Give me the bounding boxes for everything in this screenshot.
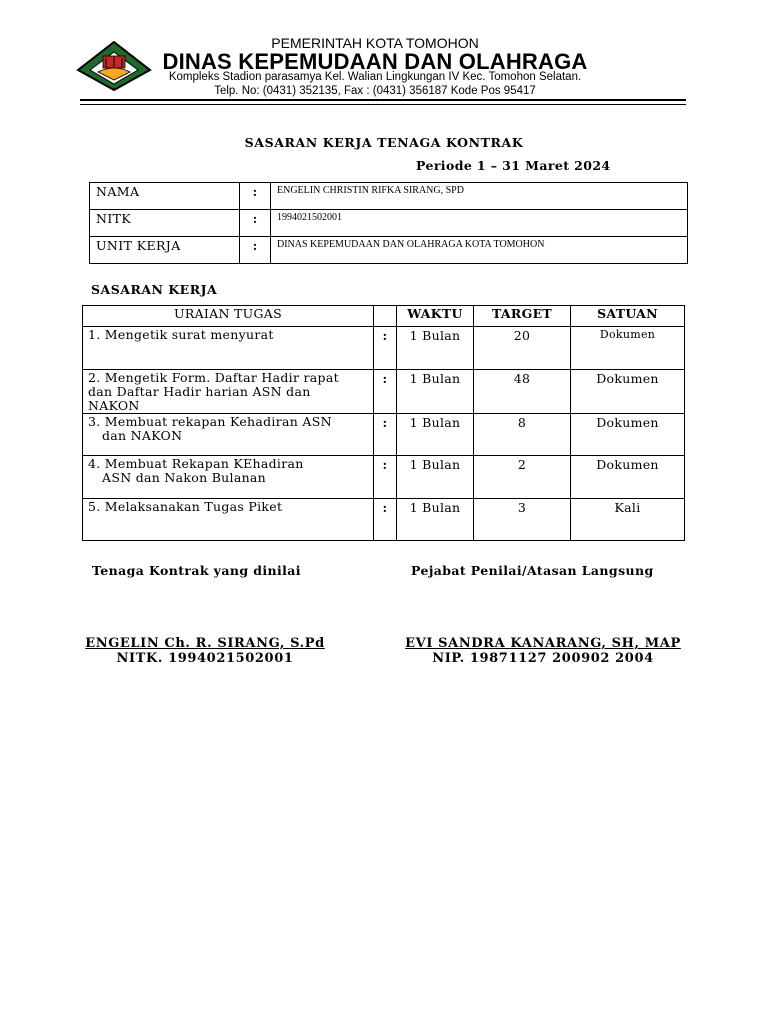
task-description xyxy=(83,370,374,414)
task-description xyxy=(83,456,374,499)
header-target: TARGET xyxy=(474,306,571,327)
task-colon: : xyxy=(374,499,397,541)
signatory-left-label: Tenaga Kontrak yang dinilai xyxy=(92,563,301,578)
identity-value: 1994021502001 xyxy=(271,210,688,237)
task-line: ASN dan Nakon Bulanan xyxy=(102,470,267,485)
header-satuan: SATUAN xyxy=(571,306,685,327)
task-waktu: 1 Bulan xyxy=(397,456,474,499)
task-waktu: 1 Bulan xyxy=(397,499,474,541)
task-target: 20 xyxy=(474,327,571,370)
task-waktu: 1 Bulan xyxy=(397,414,474,456)
header-waktu: WAKTU xyxy=(397,306,474,327)
task-line: NAKON xyxy=(88,398,140,413)
identity-label: NITK xyxy=(90,210,240,237)
address-line-2: Telp. No: (0431) 352135, Fax : (0431) 356187 Kode Pos 95417 xyxy=(214,85,536,97)
task-target: 3 xyxy=(474,499,571,541)
task-description xyxy=(83,414,374,456)
identity-row-nitk xyxy=(90,210,688,237)
task-description xyxy=(83,327,374,370)
task-satuan: Kali xyxy=(571,499,685,541)
table-row xyxy=(83,414,685,456)
identity-colon: : xyxy=(240,210,271,237)
header-task: URAIAN TUGAS xyxy=(83,306,374,327)
section-heading: SASARAN KERJA xyxy=(91,282,218,297)
document-title: SASARAN KERJA TENAGA KONTRAK xyxy=(244,135,524,150)
signatory-right-id: NIP. 19871127 200902 2004 xyxy=(432,651,654,666)
task-colon: : xyxy=(374,414,397,456)
task-line: 3. Membuat rekapan Kehadiran ASN xyxy=(88,414,332,429)
tasks-header-row xyxy=(83,306,685,327)
task-description xyxy=(83,499,374,541)
tasks-table xyxy=(82,305,685,541)
task-line: dan NAKON xyxy=(102,428,183,443)
kota-tomohon-logo-icon xyxy=(76,40,152,92)
task-line: 1. Mengetik surat menyurat xyxy=(88,327,274,342)
task-satuan: Dokumen xyxy=(571,370,685,414)
identity-colon: : xyxy=(240,183,271,210)
identity-value: DINAS KEPEMUDAAN DAN OLAHRAGA KOTA TOMOHON xyxy=(271,237,688,264)
identity-label: UNIT KERJA xyxy=(90,237,240,264)
letterhead-rule-thin xyxy=(80,104,686,105)
task-target: 2 xyxy=(474,456,571,499)
agency-name: DINAS KEPEMUDAAN DAN OLAHRAGA xyxy=(162,49,588,74)
document-period: Periode 1 – 31 Maret 2024 xyxy=(416,158,611,173)
letterhead-rule-thick xyxy=(80,99,686,101)
identity-table xyxy=(89,182,688,264)
identity-value: ENGELIN CHRISTIN RIFKA SIRANG, SPD xyxy=(271,183,688,210)
task-line: 5. Melaksanakan Tugas Piket xyxy=(88,499,283,514)
task-waktu: 1 Bulan xyxy=(397,370,474,414)
address-line-1: Kompleks Stadion parasamya Kel. Walian Lingkungan IV Kec. Tomohon Selatan. xyxy=(168,71,582,83)
government-name: PEMERINTAH KOTA TOMOHON xyxy=(271,35,479,51)
task-line: dan Daftar Hadir harian ASN dan xyxy=(88,384,311,399)
table-row xyxy=(83,456,685,499)
task-satuan: Dokumen xyxy=(571,456,685,499)
signatory-left-id: NITK. 1994021502001 xyxy=(116,651,294,666)
task-line: 2. Mengetik Form. Daftar Hadir rapat xyxy=(88,370,339,385)
header-colon xyxy=(374,306,397,327)
identity-colon: : xyxy=(240,237,271,264)
task-target: 8 xyxy=(474,414,571,456)
table-row xyxy=(83,370,685,414)
task-satuan: Dokumen xyxy=(571,414,685,456)
task-target: 48 xyxy=(474,370,571,414)
identity-label: NAMA xyxy=(90,183,240,210)
table-row xyxy=(83,327,685,370)
identity-row-name xyxy=(90,183,688,210)
task-colon: : xyxy=(374,370,397,414)
table-row xyxy=(83,499,685,541)
signatory-right-label: Pejabat Penilai/Atasan Langsung xyxy=(411,563,654,578)
task-line: 4. Membuat Rekapan KEhadiran xyxy=(88,456,304,471)
task-satuan: Dokumen xyxy=(571,327,685,370)
signatory-right-name: EVI SANDRA KANARANG, SH, MAP xyxy=(405,636,681,651)
task-colon: : xyxy=(374,456,397,499)
task-colon: : xyxy=(374,327,397,370)
signatory-left-name: ENGELIN Ch. R. SIRANG, S.Pd xyxy=(85,636,325,651)
task-waktu: 1 Bulan xyxy=(397,327,474,370)
identity-row-unit xyxy=(90,237,688,264)
